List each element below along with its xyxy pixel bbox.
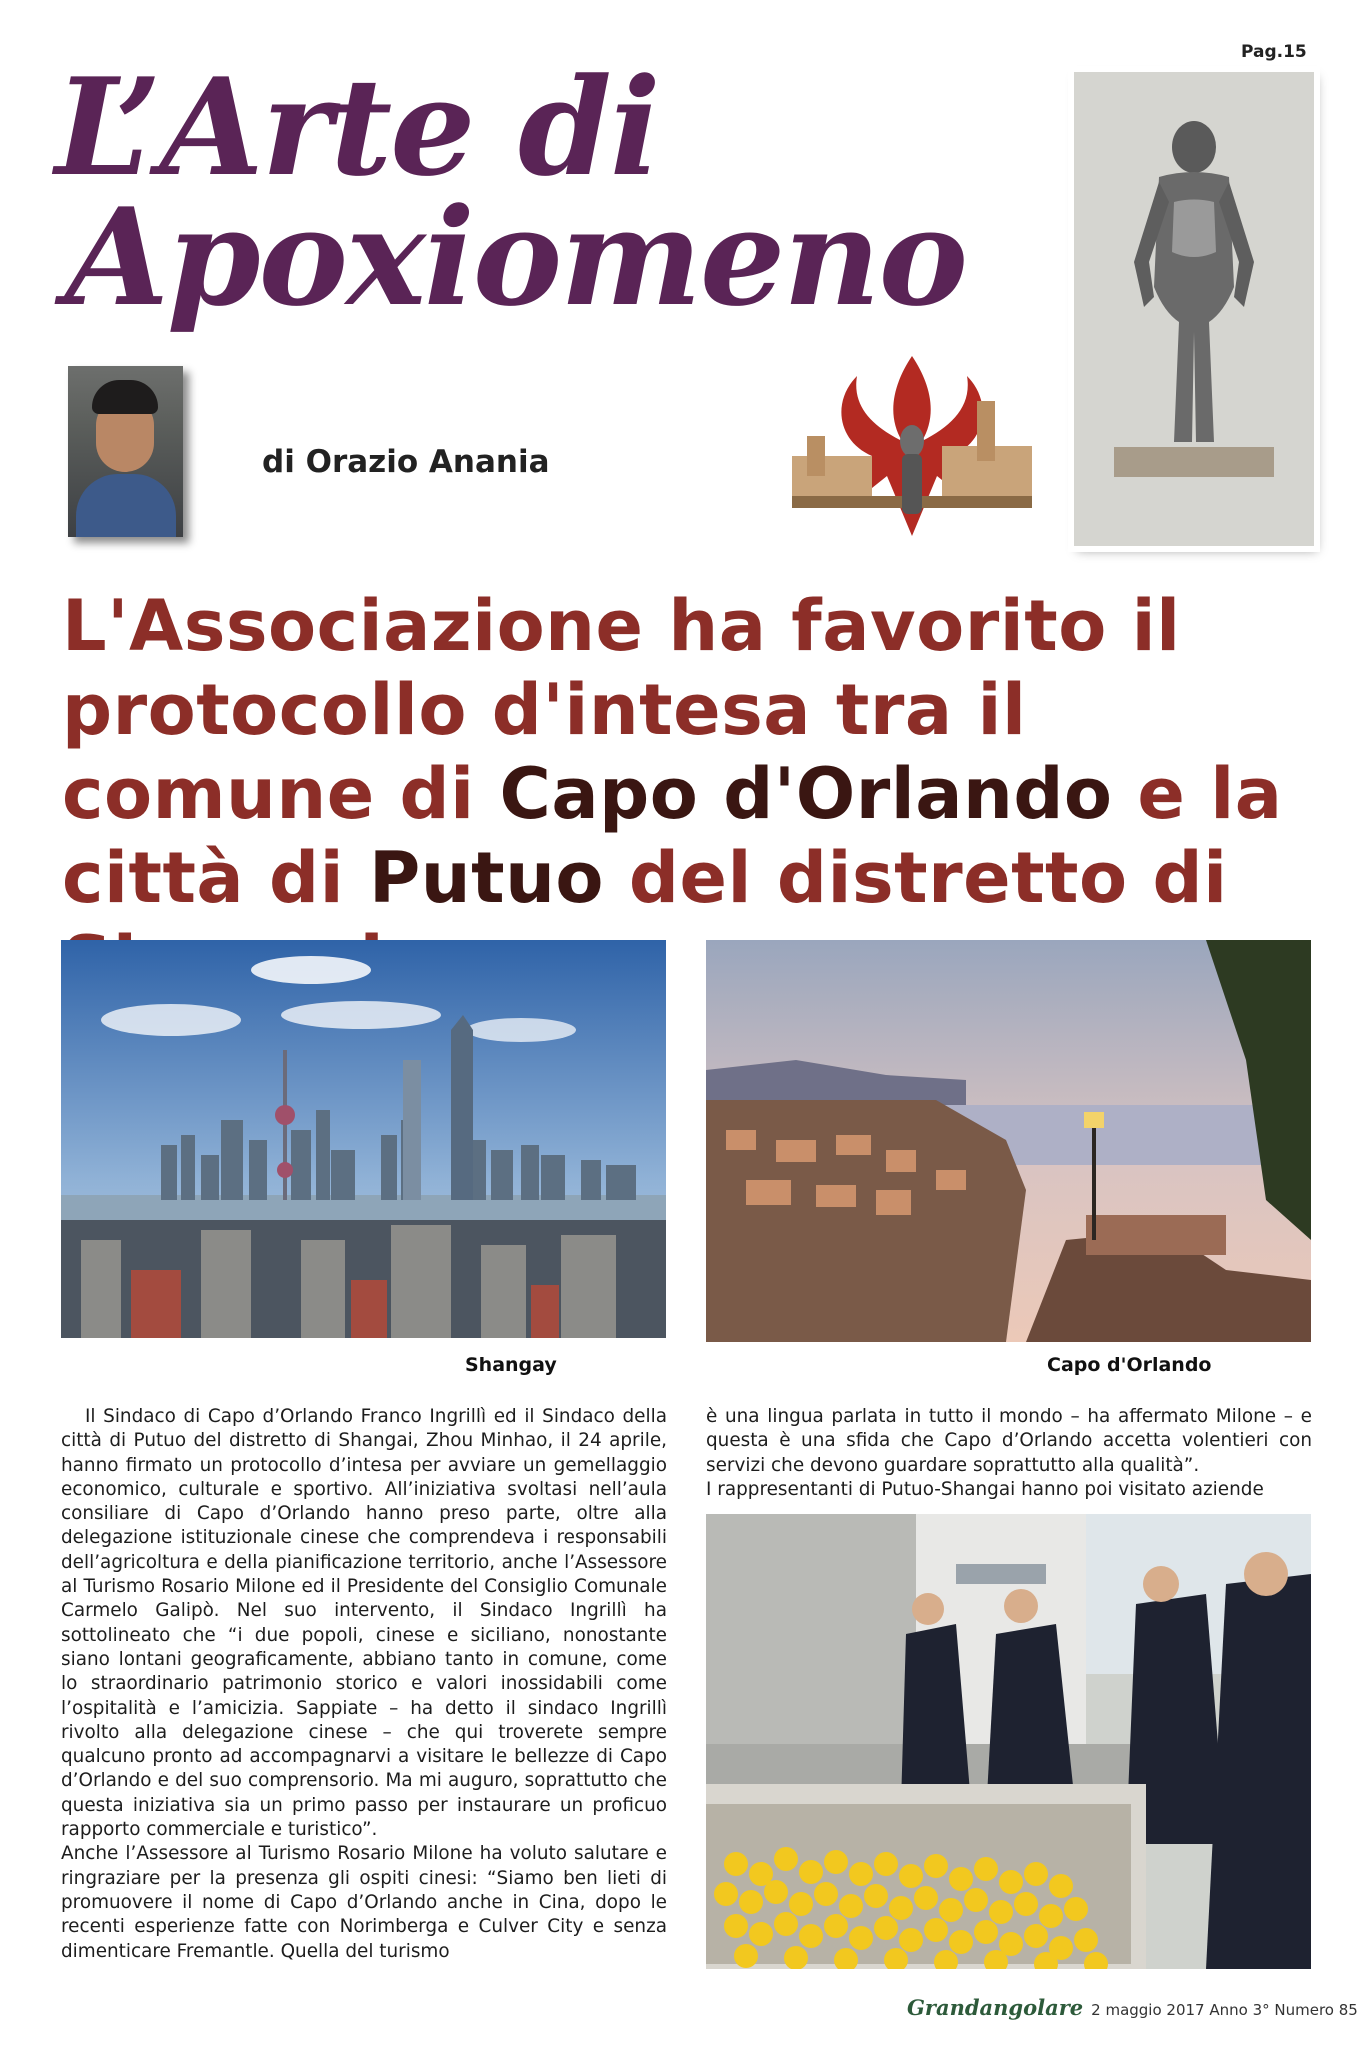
capo-dorlando-photo xyxy=(706,940,1311,1342)
apoxyomenos-statue-photo xyxy=(1074,72,1314,546)
masthead-line-1: L’Arte di xyxy=(55,48,659,206)
issue-info: 2 maggio 2017 Anno 3° Numero 85 xyxy=(1091,2001,1358,2019)
shanghai-skyline-photo xyxy=(61,940,666,1338)
publication-name: Grandangolare xyxy=(907,1995,1084,2020)
page-number: Pag.15 xyxy=(1241,42,1307,62)
headline-capo-dorlando: Capo d'Orlando xyxy=(499,753,1113,835)
caption-shanghai-photo: Shangay xyxy=(465,1354,557,1376)
article-paragraph: I rappresentanti di Putuo-Shangai hanno poi visitato aziende xyxy=(706,1478,1264,1500)
headline-part-1: L'Associazione ha favorito il protocollo d'intesa tra il comune di xyxy=(62,585,1181,835)
article-paragraph: Anche l’Assessore al Turismo Rosario Milone ha voluto salutare e ringraziare per la presenza gli ospiti cinesi: “Siamo ben lieti di promuovere il nome di Capo d’Orlando anche in Cina, dopo le recenti esperienze fatte con Norimberga e Culver City e senza dimenticare Fremantle. Quella del turismo xyxy=(61,1843,667,1962)
headline-part-5: del distretto di xyxy=(628,837,1228,919)
author-photo xyxy=(68,366,183,537)
author-byline: di Orazio Anania xyxy=(262,444,550,480)
article-column-2 xyxy=(706,1405,1312,1502)
headline-putuo: Putuo xyxy=(369,837,605,919)
page-footer xyxy=(907,1995,1358,2020)
delegation-lemons-photo xyxy=(706,1514,1311,1969)
column-masthead xyxy=(55,48,967,336)
masthead-line-2: Apoxiomeno xyxy=(65,178,967,336)
article-paragraph: Il Sindaco di Capo d’Orlando Franco Ingrillì ed il Sindaco della città di Putuo del distretto di Shangai, Zhou Minhao, il 24 aprile, hanno firmato un protocollo d’intesa per avviare un gemellaggio economico, culturale e sportivo. All’iniziativa svoltasi nell’aula consiliare di Capo d’Orlando hanno preso parte, oltre alla delegazione istituzionale cinese che comprendeva i responsabili dell’agricoltura e della pianificazione territorio, anche l’Assessore al Turismo Rosario Milone ed il Presidente del Consiglio Comunale Carmelo Galipò. Nel suo intervento, il Sindaco Ingrillì ha sottolineato che “i due popoli, cinese e siciliano, nonostante siano lontani geograficamente, abbiano tanto in comune, come lo straordinario patrimonio storico e valori inossidabili come l’ospitalità e l’amicizia. Sappiate – ha detto il sindaco Ingrillì rivolto alla delegazione cinese – che qui troverete sempre qualcuno pronto ad accompagnarvi a visitare le bellezze di Capo d’Orlando e del suo comprensorio. Ma mi auguro, soprattutto che questa iniziativa sia un primo passo per instaurare un proficuo rapporto commerciale e turistico”. xyxy=(61,1406,667,1841)
article-paragraph: è una lingua parlata in tutto il mondo – ha affermato Milone – e questa è una sfida che Capo d’Orlando accetta volentieri con servizi che devono guardare soprattutto alla qualità”. xyxy=(706,1406,1312,1476)
article-column-1 xyxy=(61,1405,667,1964)
caption-capo-photo: Capo d'Orlando xyxy=(1047,1354,1212,1376)
headline-part-3: e la città di xyxy=(62,753,1283,919)
florence-lily-emblem xyxy=(792,346,1032,546)
